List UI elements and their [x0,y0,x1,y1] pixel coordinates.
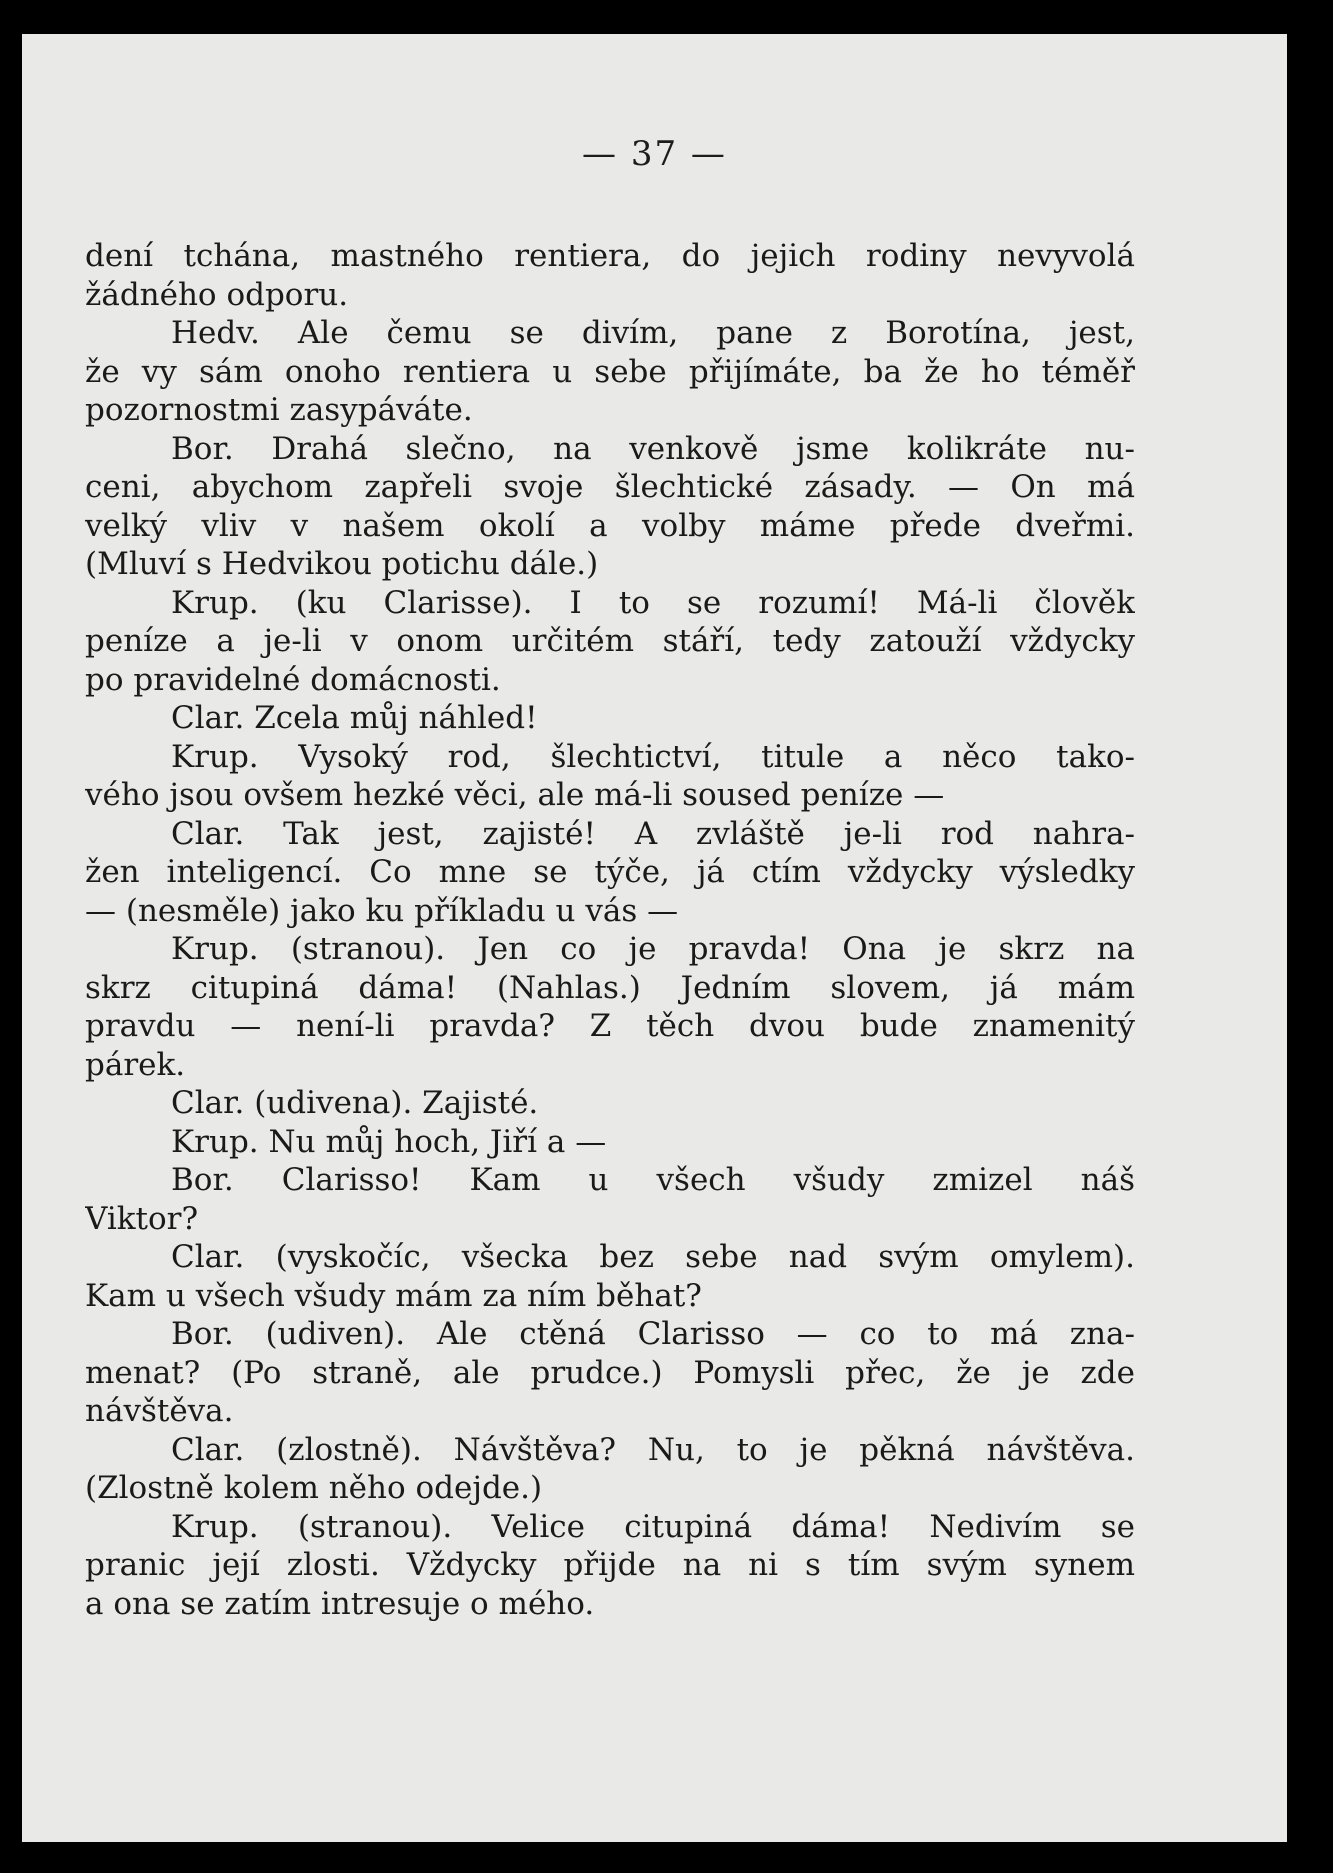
text-line: Krup. (stranou). Velice citupiná dáma! Nedivím se [171,1508,1135,1545]
page-body-text [85,237,1135,1623]
text-line: Clar. Tak jest, zajisté! A zvláště je-li rod nahra- [171,815,1135,852]
text-line: pranic její zlosti. Vždycky přijde na ni s tím svým synem [85,1547,1135,1583]
text-line: Krup. (ku Clarisse). I to se rozumí! Má-li člověk [171,584,1135,621]
text-line: po pravidelné domácnosti. [85,661,501,698]
text-line: Krup. (stranou). Jen co je pravda! Ona je skrz na [171,931,1135,967]
text-line: (Mluví s Hedvikou potichu dále.) [85,546,599,582]
book-page [22,34,1287,1842]
text-line: peníze a je-li v onom určitém stáří, tedy zatouží vždycky [85,623,1135,659]
text-line: Clar. Zcela můj náhled! [171,700,538,736]
text-line: Bor. Clarisso! Kam u všech všudy zmizel náš [171,1162,1135,1198]
text-line: Hedv. Ale čemu se divím, pane z Borotína, jest, [171,315,1135,351]
text-line: vého jsou ovšem hezké věci, ale má-li soused peníze — [85,777,945,813]
text-line: Clar. (vyskočíc, všecka bez sebe nad svým omylem). [171,1239,1135,1275]
text-line: Bor. (udiven). Ale ctěná Clarisso — co to má zna- [171,1316,1135,1352]
text-line: velký vliv v našem okolí a volby máme přede dveřmi. [85,507,1135,544]
text-line: návštěva. [85,1393,234,1429]
text-line: (Zlostně kolem něho odejde.) [85,1470,543,1506]
text-line: Kam u všech všudy mám za ním běhat? [85,1277,702,1314]
text-line: Viktor? [85,1200,199,1237]
text-line: pravdu — není-li pravda? Z těch dvou bude znamenitý [85,1008,1135,1044]
text-line: že vy sám onoho rentiera u sebe přijímáte, ba že ho téměř [85,353,1135,390]
text-line: Bor. Drahá slečno, na venkově jsme kolikráte nu- [171,430,1135,467]
page-number: — 37 — [582,134,727,174]
text-line: párek. [85,1046,186,1083]
text-line: — (nesměle) jako ku příkladu u vás — [85,892,679,929]
text-line: Clar. (udivena). Zajisté. [171,1085,539,1121]
text-line: Krup. Vysoký rod, šlechtictví, titule a něco tako- [171,738,1135,775]
text-line: dení tchána, mastného rentiera, do jejich rodiny nevyvolá [85,238,1135,274]
text-line: ceni, abychom zapřeli svoje šlechtické zásady. — On má [85,469,1135,505]
text-line: Clar. (zlostně). Návštěva? Nu, to je pěkná návštěva. [171,1431,1135,1468]
text-line: Krup. Nu můj hoch, Jiří a — [171,1123,607,1160]
text-line: menat? (Po straně, ale prudce.) Pomysli přec, že je zde [85,1354,1135,1391]
text-line: a ona se zatím intresuje o mého. [85,1585,595,1622]
text-line: skrz citupiná dáma! (Nahlas.) Jedním slovem, já mám [85,969,1135,1006]
text-line: žádného odporu. [85,276,349,313]
text-line: žen inteligencí. Co mne se týče, já ctím vždycky výsledky [85,854,1135,890]
text-line: pozornostmi zasypáváte. [85,392,473,428]
